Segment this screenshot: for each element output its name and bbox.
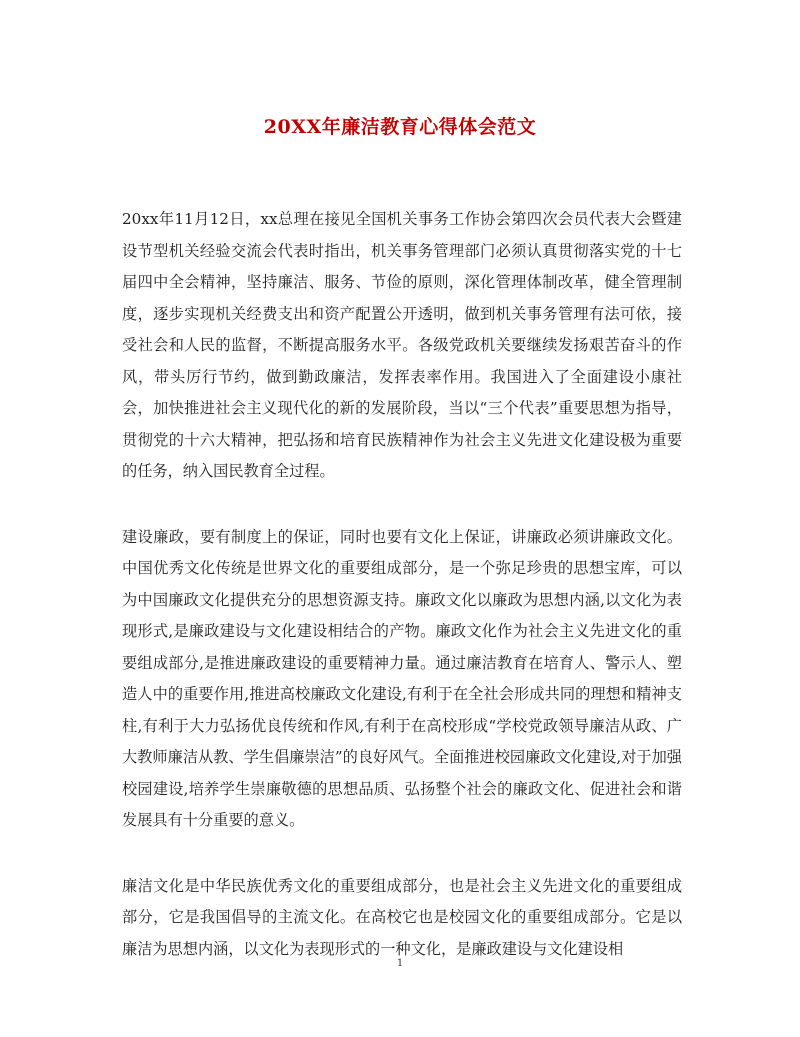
document-title: 20XX年廉洁教育心得体会范文: [263, 116, 537, 138]
paragraph-2: 建设廉政，要有制度上的保证，同时也要有文化上保证，讲廉政必须讲廉政文化。中国优秀文化传统是世界文化的重要组成部分，是一个弥足珍贵的思想宝库，可以为中国廉政文化提供充分的思想资源支持。廉政文化以廉政为思想内涵,以文化为表现形式,是廉政建设与文化建设相结合的产物。廉政文化作为社会主义先进文化的重要组成部分,是推进廉政建设的重要精神力量。通过廉洁教育在培育人、警示人、塑造人中的重要作用,推进高校廉政文化建设,有利于在全社会形成共同的理想和精神支柱,有利于大力弘扬优良传统和作风,有利于在高校形成“学校党政领导廉洁从政、广大教师廉洁从教、学生倡廉崇洁”的良好风气。全面推进校园廉政文化建设,对于加强校园建设,培养学生崇廉敬德的思想品质、弘扬整个社会的廉政文化、促进社会和谐发展具有十分重要的意义。: [122, 527, 682, 829]
page-number: 1: [396, 958, 404, 969]
paragraph-1: 20xx年11月12日，xx总理在接见全国机关事务工作协会第四次会员代表大会暨建设节型机关经验交流会代表时指出，机关事务管理部门必须认真贯彻落实党的十七届四中全会精神，坚持廉洁、服务、节俭的原则，深化管理体制改革，健全管理制度，逐步实现机关经费支出和资产配置公开透明，做到机关事务管理有法可依，接受社会和人民的监督，不断提高服务水平。各级党政机关要继续发扬艰苦奋斗的作风，带头厉行节约，做到勤政廉洁，发挥表率作用。我国进入了全面建设小康社会，加快推进社会主义现代化的新的发展阶段，当以“三个代表”重要思想为指导，贯彻党的十六大精神，把弘扬和培育民族精神作为社会主义先进文化建设极为重要的任务，纳入国民教育全过程。: [122, 210, 682, 480]
paragraph-3: 廉洁文化是中华民族优秀文化的重要组成部分，也是社会主义先进文化的重要组成部分，它是我国倡导的主流文化。在高校它也是校园文化的重要组成部分。它是以廉洁为思想内涵，以文化为表现形式的一种文化，是廉政建设与文化建设相: [122, 876, 682, 958]
document-body: [122, 204, 682, 999]
